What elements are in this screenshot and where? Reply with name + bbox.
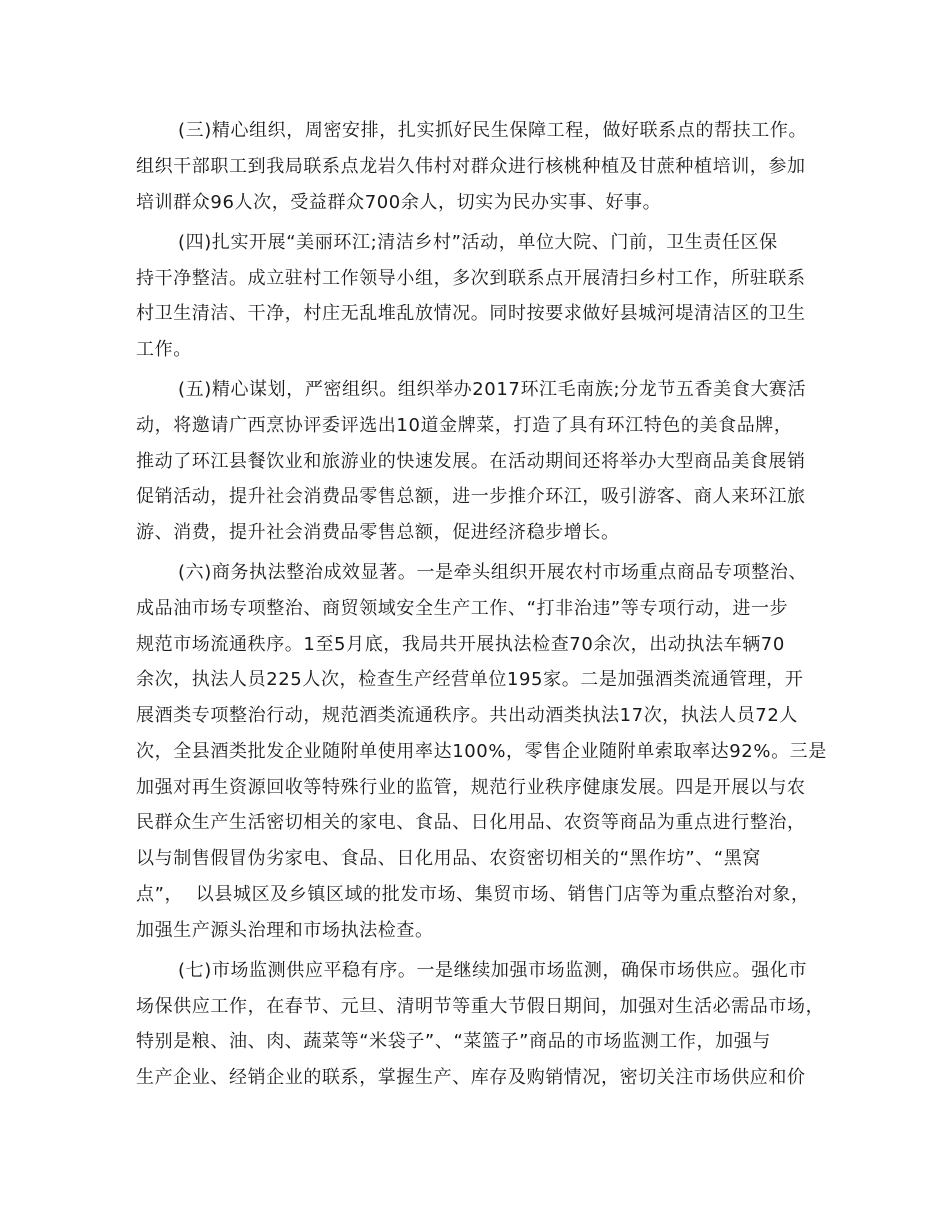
text-line: 以与制售假冒伪劣家电、食品、日化用品、农资密切相关的“黑作坊”、“黑窝 xyxy=(136,848,761,869)
text-line: 持干净整洁。成立驻村工作领导小组，多次到联系点开展清扫乡村工作，所驻联系 xyxy=(136,268,806,289)
text-line: (七)市场监测供应平稳有序。一是继续加强市场监测，确保市场供应。强化市 xyxy=(178,960,808,981)
text-line: 加强生产源头治理和市场执法检查。 xyxy=(136,920,434,941)
text-line: 动，将邀请广西烹协评委评选出10道金牌菜，打造了具有环江特色的美食品牌， xyxy=(136,415,793,436)
text-line: (五)精心谋划，严密组织。组织举办2017环江毛南族;分龙节五香美食大赛活 xyxy=(178,379,807,400)
text-line: 组织干部职工到我局联系点龙岩久伟村对群众进行核桃种植及甘蔗种植培训，参加 xyxy=(136,156,806,177)
text-line: 展酒类专项整治行动，规范酒类流通秩序。共出动酒类执法17次，执法人员72人 xyxy=(136,705,799,726)
text-line: 规范市场流通秩序。1至5月底，我局共开展执法检查70余次，出动执法车辆70 xyxy=(136,634,785,655)
text-line: 点”， 以县城区及乡镇区域的批发市场、集贸市场、销售门店等为重点整治对象， xyxy=(136,884,810,905)
text-line: 游、消费，提升社会消费品零售总额，促进经济稳步增长。 xyxy=(136,522,620,543)
text-line: 推动了环江县餐饮业和旅游业的快速发展。在活动期间还将举办大型商品美食展销 xyxy=(136,451,806,472)
text-line: 场保供应工作，在春节、元旦、清明节等重大节假日期间，加强对生活必需品市场， xyxy=(136,996,825,1017)
text-line: 成品油市场专项整治、商贸领域安全生产工作、“打非治违”等专项行动，进一步 xyxy=(136,598,789,619)
text-line: 加强对再生资源回收等特殊行业的监管，规范行业秩序健康发展。四是开展以与农 xyxy=(136,777,806,798)
text-line: 次，全县酒类批发企业随附单使用率达100%，零售企业随附单索取率达92%。三是 xyxy=(136,741,827,762)
text-line: 特别是粮、油、肉、蔬菜等“米袋子”、“菜篮子”商品的市场监测工作，加强与 xyxy=(136,1031,771,1052)
text-line: 村卫生清洁、干净，村庄无乱堆乱放情况。同时按要求做好县城河堤清洁区的卫生 xyxy=(136,303,806,324)
text-line: (四)扎实开展“美丽环江;清洁乡村”活动，单位大院、门前，卫生责任区保 xyxy=(178,232,778,253)
text-line: 余次，执法人员225人次，检查生产经营单位195家。二是加强酒类流通管理，开 xyxy=(136,669,804,690)
text-line: 促销活动，提升社会消费品零售总额，进一步推介环江，吸引游客、商人来环江旅 xyxy=(136,486,806,507)
text-line: 培训群众96人次，受益群众700余人，切实为民办实事、好事。 xyxy=(136,192,662,213)
text-line: 工作。 xyxy=(136,339,192,360)
text-line: (三)精心组织，周密安排，扎实抓好民生保障工程，做好联系点的帮扶工作。 xyxy=(178,120,808,141)
text-line: 生产企业、经销企业的联系，掌握生产、库存及购销情况，密切关注市场供应和价 xyxy=(136,1067,806,1088)
text-line: 民群众生产生活密切相关的家电、食品、日化用品、农资等商品为重点进行整治， xyxy=(136,812,806,833)
text-line: (六)商务执法整治成效显著。一是牵头组织开展农村市场重点商品专项整治、 xyxy=(178,562,808,583)
